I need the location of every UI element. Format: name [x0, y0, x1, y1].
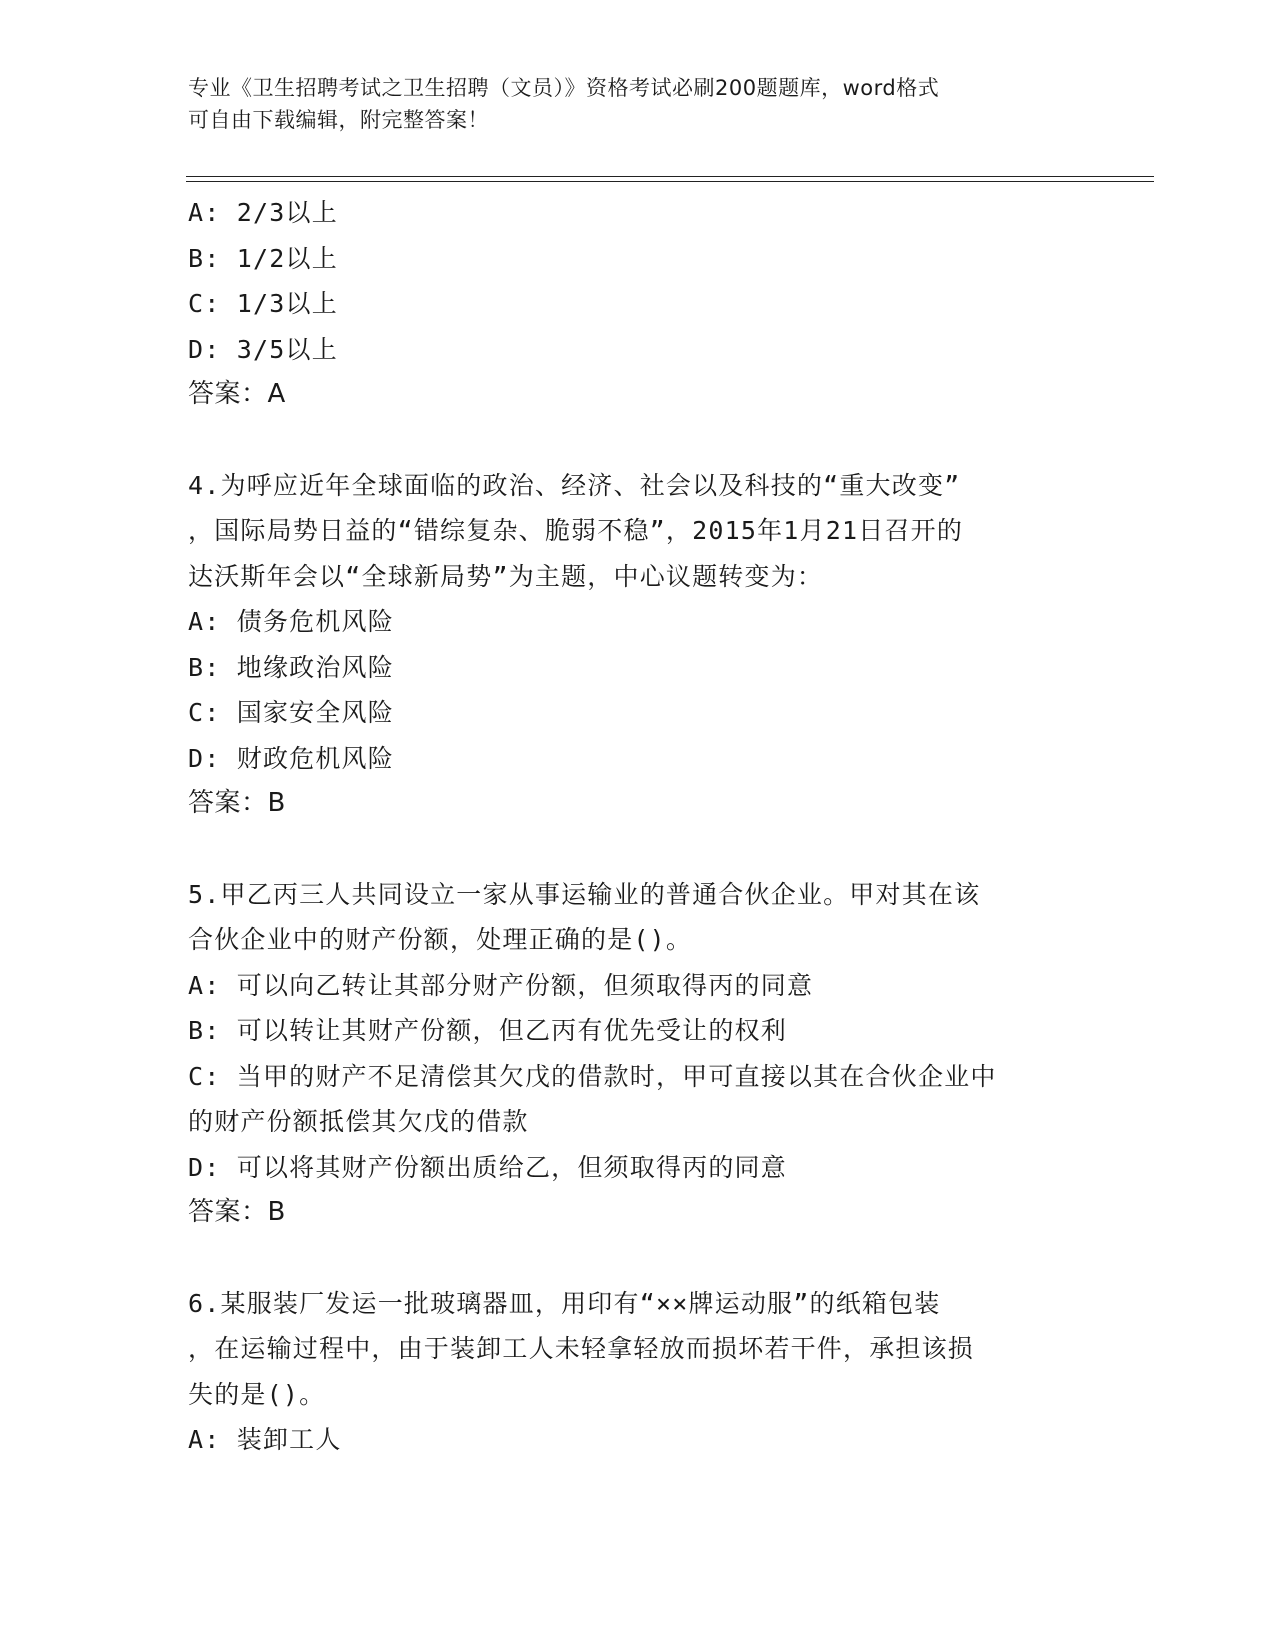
q5-option-c-continued: 的财产份额抵偿其欠戊的借款: [188, 1107, 529, 1136]
q5-option-d: D: 可以将其财产份额出质给乙，但须取得丙的同意: [188, 1152, 787, 1182]
q5-text-line-2: 合伙企业中的财产份额，处理正确的是()。: [188, 925, 693, 954]
q4-answer: 答案：B: [188, 788, 286, 818]
q6-text-line-3: 失的是()。: [188, 1379, 326, 1409]
question-3-block: [188, 190, 1088, 418]
q4-option-b: B: 地缘政治风险: [188, 652, 394, 682]
q3-option-d: D: 3/5以上: [188, 334, 338, 364]
q4-option-a: A: 债务危机风险: [188, 607, 394, 636]
q4-option-d: D: 财政危机风险: [188, 743, 394, 773]
q4-text-line-3: 达沃斯年会以“全球新局势”为主题，中心议题转变为：: [188, 561, 824, 591]
q4-option-c: C: 国家安全风险: [188, 698, 394, 727]
header-divider-top: [186, 176, 1154, 177]
question-6-block: [188, 1281, 1088, 1463]
q3-option-a: A: 2/3以上: [188, 198, 338, 227]
header-divider-bottom: [186, 181, 1154, 182]
q3-option-c: C: 1/3以上: [188, 289, 338, 318]
q4-text-line-2: ，国际局势日益的“错综复杂、脆弱不稳”，2015年1月21日召开的: [188, 516, 964, 545]
q6-option-a: A: 装卸工人: [188, 1425, 342, 1454]
document-header: [188, 72, 1068, 136]
question-5-block: [188, 872, 1088, 1236]
header-title-line-1: 专业《卫生招聘考试之卫生招聘（文员）》资格考试必刷200题题库，word格式: [188, 76, 940, 100]
q5-text-line-1: 5.甲乙丙三人共同设立一家从事运输业的普通合伙企业。甲对其在该: [188, 879, 981, 909]
q4-text-line-1: 4.为呼应近年全球面临的政治、经济、社会以及科技的“重大改变”: [188, 470, 961, 500]
q3-option-b: B: 1/2以上: [188, 243, 338, 273]
q5-answer: 答案：B: [188, 1197, 286, 1227]
q6-text-line-2: ，在运输过程中，由于装卸工人未轻拿轻放而损坏若干件，承担该损: [188, 1334, 975, 1363]
q6-text-line-1: 6.某服装厂发运一批玻璃器皿，用印有“××牌运动服”的纸箱包装: [188, 1288, 941, 1318]
q5-option-a: A: 可以向乙转让其部分财产份额，但须取得丙的同意: [188, 970, 814, 1000]
question-list: [188, 190, 1088, 1463]
q5-option-b: B: 可以转让其财产份额，但乙丙有优先受让的权利: [188, 1016, 787, 1045]
q3-answer: 答案：A: [188, 379, 286, 409]
q5-option-c: C: 当甲的财产不足清偿其欠戊的借款时，甲可直接以其在合伙企业中: [188, 1061, 997, 1091]
header-title-line-2: 可自由下载编辑，附完整答案！: [188, 108, 489, 132]
question-4-block: [188, 463, 1088, 827]
